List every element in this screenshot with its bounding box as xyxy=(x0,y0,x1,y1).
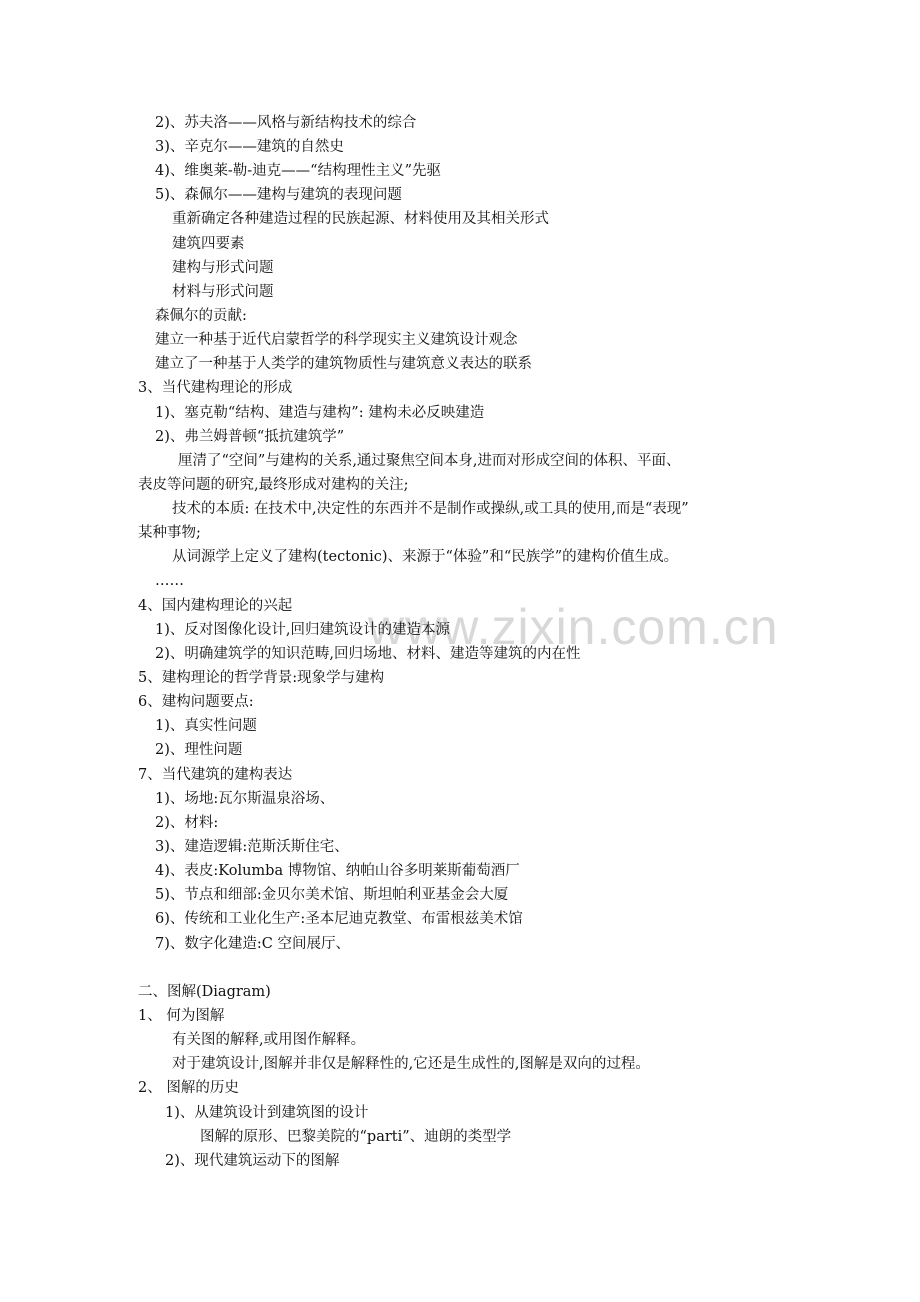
text-line: 4)、维奥莱-勒-迪克——“结构理性主义”先驱 xyxy=(155,163,442,179)
text-line: 2)、现代建筑运动下的图解 xyxy=(165,1153,340,1169)
text-line: 重新确定各种建造过程的民族起源、材料使用及其相关形式 xyxy=(172,211,549,227)
text-line: 森佩尔的贡献: xyxy=(155,308,247,324)
section-heading: 5、建构理论的哲学背景:现象学与建构 xyxy=(138,670,385,686)
text-line: 表皮等问题的研究,最终形成对建构的关注; xyxy=(138,477,409,493)
text-line: …… xyxy=(155,573,184,589)
section-heading: 6、建构问题要点: xyxy=(138,694,254,710)
section-heading: 2、 图解的历史 xyxy=(138,1080,239,1096)
text-line: 技术的本质: 在技术中,决定性的东西并不是制作或操纵,或工具的使用,而是“表现” xyxy=(172,501,689,517)
text-line: 建构与形式问题 xyxy=(172,260,274,276)
text-line: 某种事物; xyxy=(138,525,201,541)
text-line: 6)、传统和工业化生产:圣本尼迪克教堂、布雷根兹美术馆 xyxy=(155,911,523,927)
text-line: 2)、苏夫洛——风格与新结构技术的综合 xyxy=(155,115,417,131)
text-line: 1)、从建筑设计到建筑图的设计 xyxy=(165,1105,369,1121)
text-line: 2)、明确建筑学的知识范畴,回归场地、材料、建造等建筑的内在性 xyxy=(155,646,581,662)
text-line: 1)、塞克勒“结构、建造与建构”: 建构未必反映建造 xyxy=(155,405,485,421)
text-line: 4)、表皮:Kolumba 博物馆、纳帕山谷多明莱斯葡萄酒厂 xyxy=(155,863,520,879)
text-line: 5)、森佩尔——建构与建筑的表现问题 xyxy=(155,187,402,203)
text-line: 3)、辛克尔——建筑的自然史 xyxy=(155,139,344,155)
text-line: 1)、真实性问题 xyxy=(155,718,257,734)
text-line: 3)、建造逻辑:范斯沃斯住宅、 xyxy=(155,839,349,855)
text-line: 有关图的解释,或用图作解释。 xyxy=(172,1032,366,1048)
text-line: 1)、场地:瓦尔斯温泉浴场、 xyxy=(155,791,335,807)
text-line: 7)、数字化建造:C 空间展厅、 xyxy=(155,936,350,952)
section-heading: 1、 何为图解 xyxy=(138,1008,225,1024)
text-line: 1)、反对图像化设计,回归建筑设计的建造本源 xyxy=(155,622,450,638)
text-line: 材料与形式问题 xyxy=(172,284,274,300)
section-heading: 3、当代建构理论的形成 xyxy=(138,380,293,396)
text-line: 建立一种基于近代启蒙哲学的科学现实主义建筑设计观念 xyxy=(155,332,518,348)
text-line: 2)、材料: xyxy=(155,815,219,831)
text-line: 厘清了“空间”与建构的关系,通过聚焦空间本身,进而对形成空间的体积、平面、 xyxy=(178,453,681,469)
text-line: 图解的原形、巴黎美院的“parti”、迪朗的类型学 xyxy=(200,1129,512,1145)
text-line: 2)、弗兰姆普顿“抵抗建筑学” xyxy=(155,429,345,445)
text-line: 建立了一种基于人类学的建筑物质性与建筑意义表达的联系 xyxy=(155,356,532,372)
section-heading: 7、当代建筑的建构表达 xyxy=(138,767,293,783)
chapter-heading: 二、图解(Diagram) xyxy=(138,984,271,1000)
section-heading: 4、国内建构理论的兴起 xyxy=(138,598,293,614)
text-line: 从词源学上定义了建构(tectonic)、来源于“体验”和“民族学”的建构价值生成。 xyxy=(172,549,679,565)
text-line: 对于建筑设计,图解并非仅是解释性的,它还是生成性的,图解是双向的过程。 xyxy=(172,1056,650,1072)
text-line: 5)、节点和细部:金贝尔美术馆、斯坦帕利亚基金会大厦 xyxy=(155,887,509,903)
text-line: 建筑四要素 xyxy=(172,236,245,252)
text-line: 2)、理性问题 xyxy=(155,742,243,758)
watermark: www.zixin.com.cn xyxy=(368,599,779,655)
